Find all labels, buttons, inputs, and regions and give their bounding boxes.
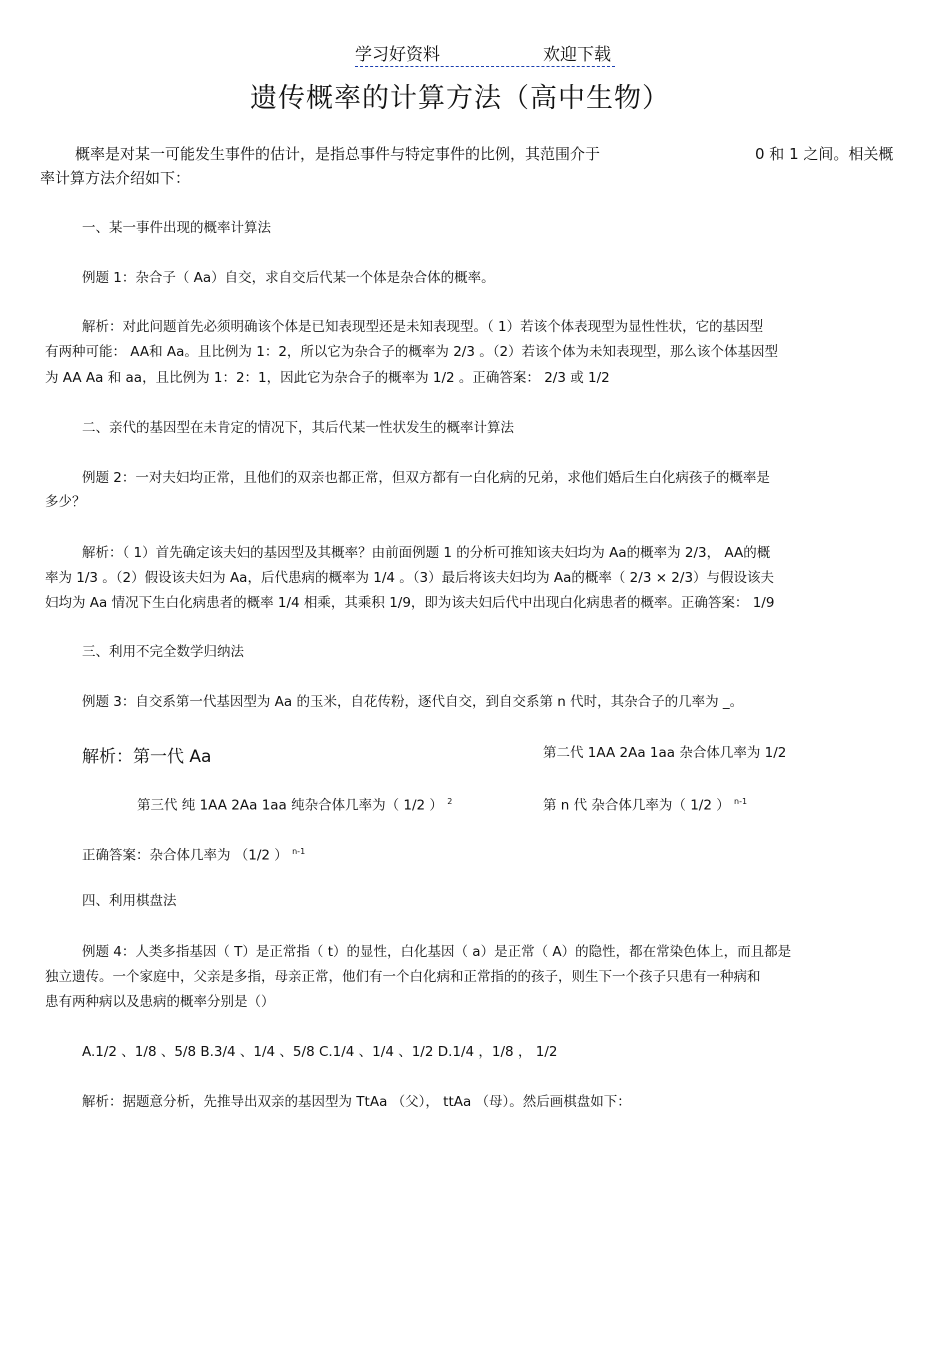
intro-line-2: 率计算方法介绍如下：: [40, 169, 191, 187]
intro-line-1a: 概率是对某一可能发生事件的估计，是指总事件与特定事件的比例，其范围介于: [75, 145, 601, 163]
section4-example-line: 患有两种病以及患病的概率分别是（）: [45, 994, 275, 1010]
section1-analysis-line: 为 AA Aa 和 aa，且比例为 1：2：1，因此它为杂合子的概率为 1/2 。正确答案： 2/3 或 1/2: [45, 370, 610, 386]
section3-gen3-text: 第三代 纯 1AA 2Aa 1aa 纯杂合体几率为（ 1/2 ）: [137, 797, 443, 814]
section3-answer: [82, 840, 305, 868]
section3-answer-text: 正确答案：杂合体几率为 （1/2 ）: [82, 847, 288, 864]
header-right: 欢迎下载: [543, 45, 611, 65]
section2-analysis-line: 妇均为 Aa 情况下生白化病患者的概率 1/4 相乘，其乘积 1/9，即为该夫妇后代中出现白化病患者的概率。正确答案： 1/9: [45, 595, 775, 611]
section3-gen3: [137, 790, 452, 818]
section3-genn-text: 第 n 代 杂合体几率为（ 1/2 ）: [543, 797, 730, 814]
section3-gen3-exponent: 2: [447, 797, 453, 806]
section3-genn-exponent: n-1: [734, 797, 748, 806]
section3-gen2: 第二代 1AA 2Aa 1aa 杂合体几率为 1/2: [543, 745, 787, 761]
section4-analysis: 解析：据题意分析，先推导出双亲的基因型为 TtAa （父）， ttAa （母）。然后画棋盘如下：: [82, 1094, 631, 1110]
section2-heading: 二、亲代的基因型在未肯定的情况下，其后代某一性状发生的概率计算法: [82, 420, 514, 436]
section1-analysis-line: 解析：对此问题首先必须明确该个体是已知表现型还是未知表现型。（ 1）若该个体表现型为显性性状，它的基因型: [82, 319, 764, 335]
section1-analysis-line: 有两种可能： AA和 Aa。且比例为 1：2，所以它为杂合子的概率为 2/3 。（2）若该个体为未知表现型，那么该个体基因型: [45, 344, 779, 360]
section3-answer-exponent: n-1: [292, 847, 306, 856]
page-title: 遗传概率的计算方法（高中生物）: [250, 83, 670, 114]
section3-genn: [543, 790, 747, 818]
section4-example-line: 例题 4：人类多指基因（ T）是正常指（ t）的显性，白化基因（ a）是正常（ A）的隐性，都在常染色体上，而且都是: [82, 944, 792, 960]
section4-example-line: 独立遗传。一个家庭中，父亲是多指，母亲正常，他们有一个白化病和正常指的的孩子，则生下一个孩子只患有一种病和: [45, 969, 761, 985]
section2-analysis-line: 解析：（ 1）首先确定该夫妇的基因型及其概率？由前面例题 1 的分析可推知该夫妇均为 Aa的概率为 2/3， AA的概: [82, 545, 771, 561]
header-divider: [355, 66, 615, 67]
section2-analysis-line: 率为 1/3 。（2）假设该夫妇为 Aa，后代患病的概率为 1/4 。（3）最后将该夫妇均为 Aa的概率（ 2/3 × 2/3）与假设该夫: [45, 570, 775, 586]
section2-example-line: 例题 2：一对夫妇均正常，且他们的双亲也都正常，但双方都有一白化病的兄弟，求他们婚后生白化病孩子的概率是: [82, 470, 770, 486]
section3-heading: 三、利用不完全数学归纳法: [82, 644, 244, 660]
section1-heading: 一、某一事件出现的概率计算法: [82, 220, 271, 236]
section3-example: 例题 3：自交系第一代基因型为 Aa 的玉米，自花传粉，逐代自交，到自交系第 n 代时，其杂合子的几率为 _。: [82, 694, 744, 710]
section3-gen1: 解析：第一代 Aa: [82, 747, 212, 767]
section1-example: 例题 1：杂合子（ Aa）自交，求自交后代某一个体是杂合体的概率。: [82, 270, 495, 286]
section2-example-line: 多少？: [45, 494, 86, 510]
intro-line-1b: 0 和 1 之间。相关概: [755, 145, 894, 163]
section4-options: A.1/2 、1/8 、5/8 B.3/4 、1/4 、5/8 C.1/4 、1/4 、1/2 D.1/4 ，1/8 ， 1/2: [82, 1044, 558, 1060]
section4-heading: 四、利用棋盘法: [82, 893, 177, 909]
header-left: 学习好资料: [355, 45, 440, 65]
